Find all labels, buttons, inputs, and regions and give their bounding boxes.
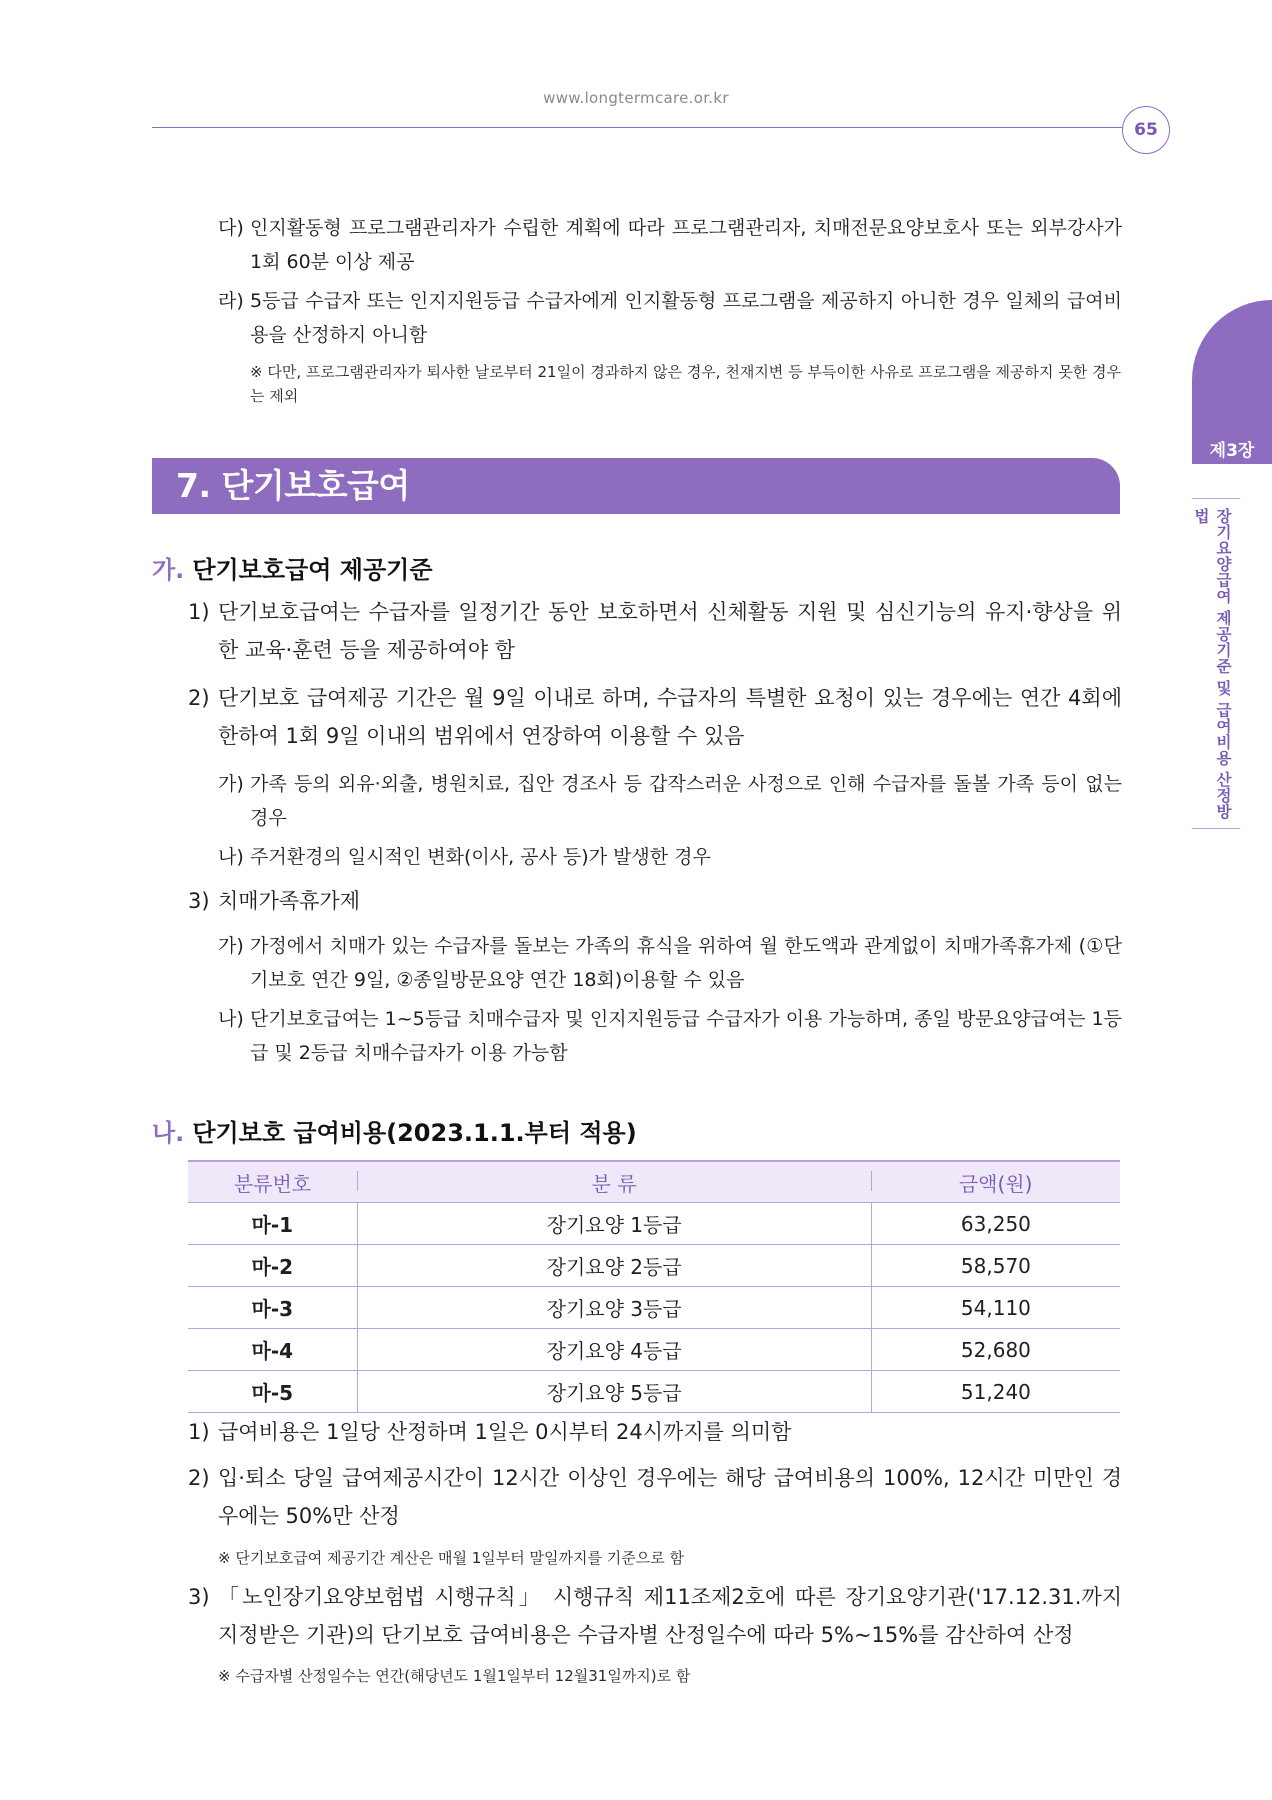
- top-note: ※ 다만, 프로그램관리자가 퇴사한 날로부터 21일이 경과하지 않은 경우, 천재지변 등 부득이한 사유로 프로그램을 제공하지 못한 경우는 제외: [250, 363, 1121, 405]
- table-cell-amount: 51,240: [871, 1371, 1120, 1413]
- item-b3-note: ※ 수급자별 산정일수는 연간(해당년도 1월1일부터 12월31일까지)로 함: [218, 1667, 691, 1685]
- item-a2-ga: [218, 767, 1122, 835]
- chapter-title-vertical: 장기요양급여 제공기준 및 급여비용 산정방법: [1192, 508, 1232, 820]
- item-text: 5등급 수급자 또는 인지지원등급 수급자에게 인지활동형 프로그램을 제공하지 아니한 경우 일체의 급여비용을 산정하지 아니함: [250, 290, 1122, 346]
- section-banner: 7. 단기보호급여: [152, 458, 1120, 514]
- item-a1: [188, 593, 1122, 669]
- item-text: 입·퇴소 당일 급여제공시간이 12시간 이상인 경우에는 해당 급여비용의 100%, 12시간 미만인 경우에는 50%만 산정: [218, 1466, 1122, 1528]
- item-number: 3): [188, 1585, 210, 1609]
- table-cell-amount: 63,250: [871, 1203, 1120, 1245]
- table-cell-amount: 52,680: [871, 1329, 1120, 1371]
- table-cell-code: 마-5: [188, 1371, 357, 1413]
- table-cell-code: 마-3: [188, 1287, 357, 1329]
- item-number: 가): [218, 935, 244, 957]
- subsection-b-heading: [152, 1113, 637, 1148]
- table-cell-category: 장기요양 4등급: [357, 1329, 871, 1371]
- item-number: 가): [218, 773, 244, 795]
- table-header-label: 금액(원): [958, 1171, 1033, 1196]
- table-cell-code: 마-1: [188, 1203, 357, 1245]
- item-number: 2): [188, 1466, 210, 1490]
- top-item-ra: [218, 284, 1122, 352]
- item-number: 1): [188, 600, 210, 624]
- table-cell-amount: 58,570: [871, 1245, 1120, 1287]
- item-number: 2): [188, 686, 210, 710]
- subsection-marker: 나.: [152, 1119, 185, 1147]
- chapter-label: 제3장: [1209, 441, 1255, 461]
- item-a3: [188, 882, 1122, 920]
- item-text: 단기보호급여는 1~5등급 치매수급자 및 인지지원등급 수급자가 이용 가능하며, 종일 방문요양급여는 1등급 및 2등급 치매수급자가 이용 가능함: [250, 1008, 1122, 1064]
- header-separator: [357, 1171, 358, 1191]
- side-divider-bottom: [1192, 828, 1240, 829]
- header-divider: [152, 127, 1122, 128]
- item-number: 라): [218, 290, 244, 312]
- item-a3-na: [218, 1002, 1122, 1070]
- table-cell-category: 장기요양 5등급: [357, 1371, 871, 1413]
- table-header-cell: [357, 1161, 871, 1203]
- item-b1: [188, 1413, 1122, 1451]
- subsection-a-heading: [152, 550, 433, 585]
- site-url: www.longtermcare.or.kr: [543, 89, 729, 107]
- table-row: [188, 1287, 1120, 1329]
- item-text: 단기보호 급여제공 기간은 월 9일 이내로 하며, 수급자의 특별한 요청이 있는 경우에는 연간 4회에 한하여 1회 9일 이내의 범위에서 연장하여 이용할 수 있음: [218, 686, 1122, 748]
- item-text: 주거환경의 일시적인 변화(이사, 공사 등)가 발생한 경우: [250, 846, 711, 868]
- side-divider-top: [1192, 498, 1240, 499]
- table-cell-code: 마-4: [188, 1329, 357, 1371]
- item-a2: [188, 679, 1122, 755]
- item-b3: [188, 1578, 1122, 1654]
- table-header-cell: [871, 1161, 1120, 1203]
- item-number: 1): [188, 1420, 210, 1444]
- item-b2-note: ※ 단기보호급여 제공기간 계산은 매월 1일부터 말일까지를 기준으로 함: [218, 1549, 684, 1567]
- item-text: 단기보호급여는 수급자를 일정기간 동안 보호하면서 신체활동 지원 및 심신기능의 유지·향상을 위한 교육·훈련 등을 제공하여야 함: [218, 600, 1122, 662]
- subsection-title: 단기보호 급여비용(2023.1.1.부터 적용): [192, 1119, 637, 1147]
- table-header-label: 분 류: [591, 1171, 637, 1196]
- item-number: 3): [188, 889, 210, 913]
- table-row: [188, 1245, 1120, 1287]
- item-text: 치매가족휴가제: [218, 889, 361, 913]
- item-number: 나): [218, 846, 244, 868]
- item-number: 나): [218, 1008, 244, 1030]
- table-row: [188, 1203, 1120, 1245]
- table-cell-category: 장기요양 3등급: [357, 1287, 871, 1329]
- table-cell-category: 장기요양 2등급: [357, 1245, 871, 1287]
- item-text: 가족 등의 외유·외출, 병원치료, 집안 경조사 등 갑작스러운 사정으로 인해 수급자를 돌볼 가족 등이 없는 경우: [250, 773, 1122, 829]
- item-text: 가정에서 치매가 있는 수급자를 돌보는 가족의 휴식을 위하여 월 한도액과 관계없이 치매가족휴가제 (①단기보호 연간 9일, ②종일방문요양 연간 18회)이용할 수 있음: [250, 935, 1122, 991]
- table-header-row: [188, 1161, 1120, 1203]
- table-row: [188, 1371, 1120, 1413]
- subsection-marker: 가.: [152, 556, 185, 584]
- fee-table: [188, 1160, 1120, 1413]
- item-text: 인지활동형 프로그램관리자가 수립한 계획에 따라 프로그램관리자, 치매전문요양보호사 또는 외부강사가 1회 60분 이상 제공: [250, 217, 1122, 273]
- table-header-cell: 분류번호: [188, 1161, 357, 1203]
- table-cell-category: 장기요양 1등급: [357, 1203, 871, 1245]
- item-text: 급여비용은 1일당 산정하며 1일은 0시부터 24시까지를 의미함: [218, 1420, 792, 1444]
- subsection-title: 단기보호급여 제공기준: [192, 556, 433, 584]
- item-number: 다): [218, 217, 244, 239]
- item-a2-na: [218, 840, 1122, 874]
- item-text: 「노인장기요양보험법 시행규칙」 시행규칙 제11조제2호에 따른 장기요양기관('17.12.31.까지 지정받은 기관)의 단기보호 급여비용은 수급자별 산정일수에 따라 5%~15%를 감산하여 산정: [218, 1585, 1122, 1647]
- header-separator: [871, 1171, 872, 1191]
- item-b2: [188, 1459, 1122, 1535]
- table-cell-code: 마-2: [188, 1245, 357, 1287]
- table-cell-amount: 54,110: [871, 1287, 1120, 1329]
- page-number: 65: [1122, 106, 1170, 154]
- table-row: [188, 1329, 1120, 1371]
- item-a3-ga: [218, 929, 1122, 997]
- top-item-da: [218, 211, 1122, 279]
